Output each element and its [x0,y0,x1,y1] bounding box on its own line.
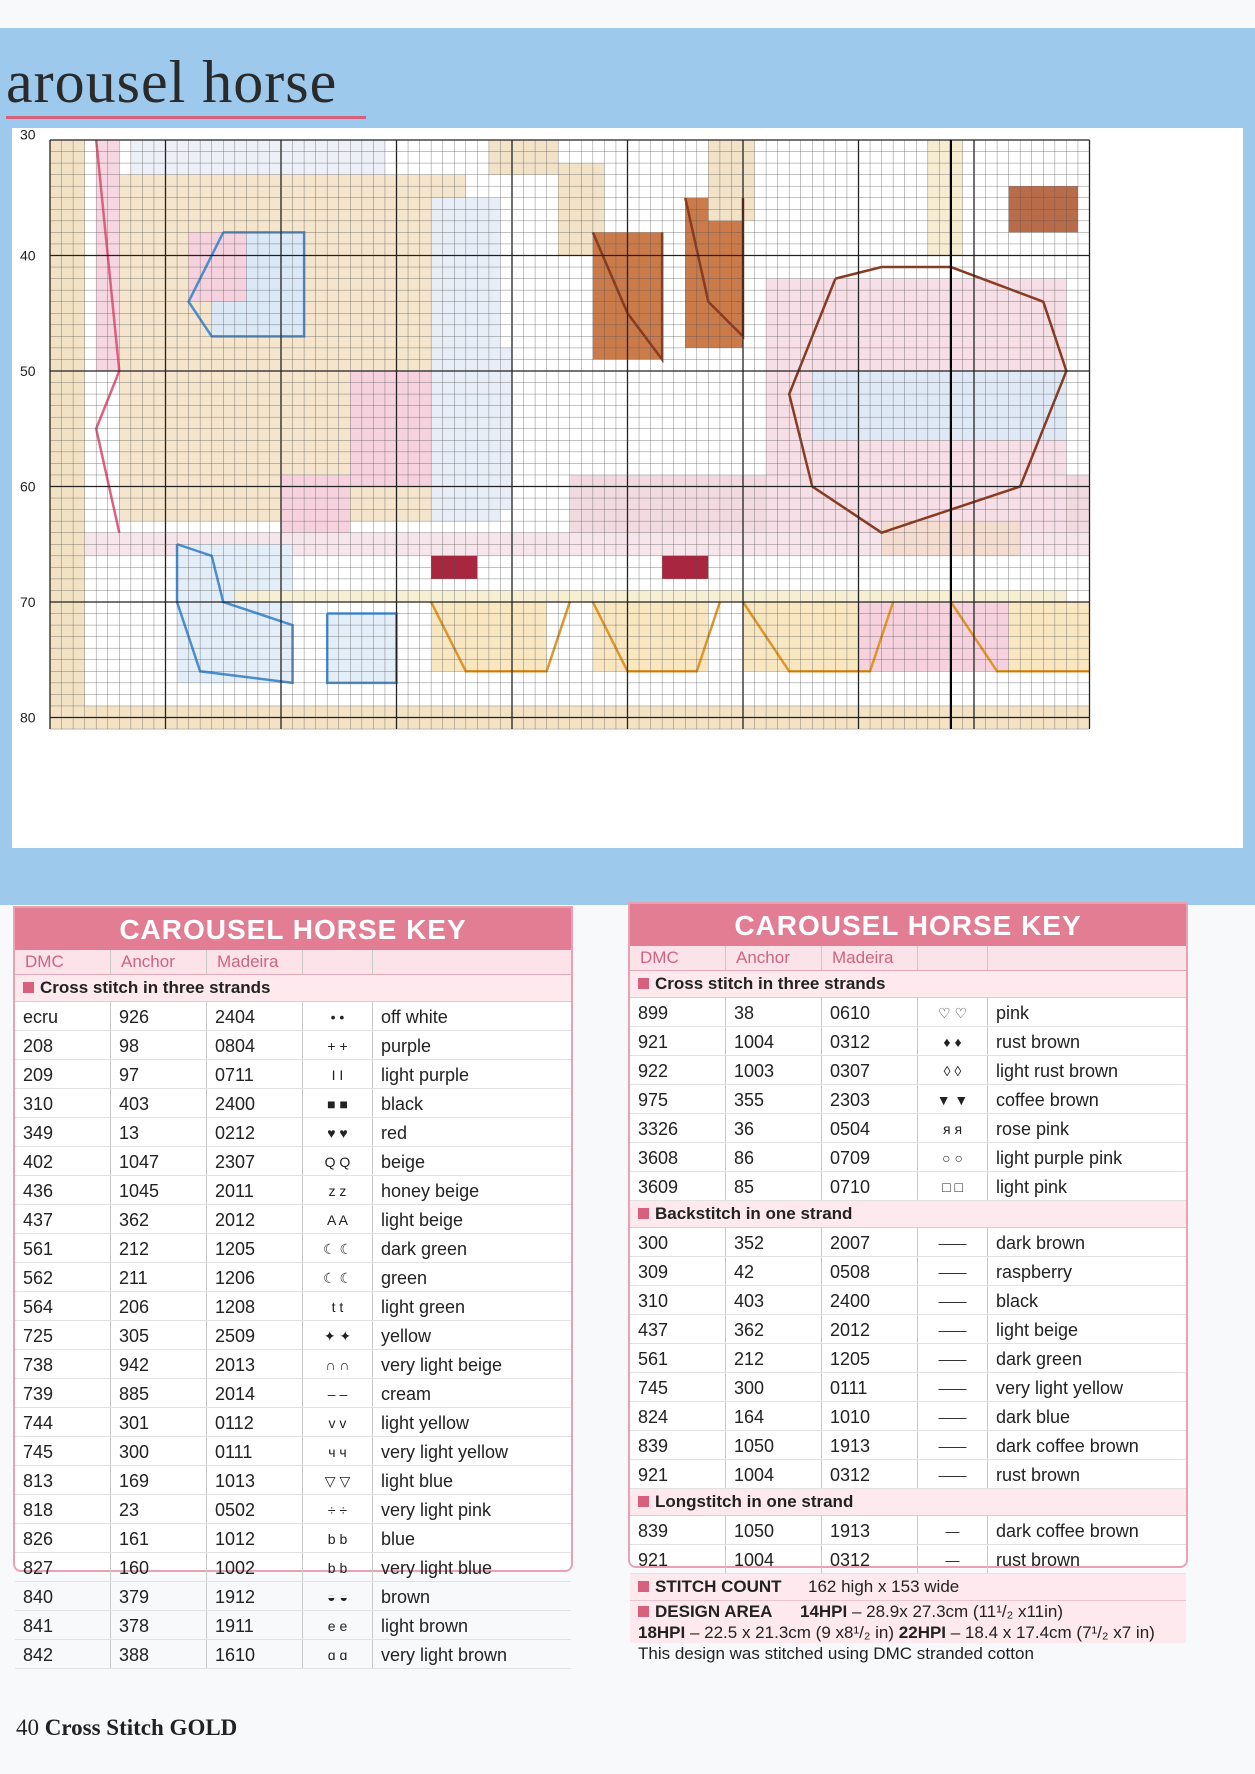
key-cell-dmc: 402 [15,1147,111,1175]
key-cell-anchor: 212 [726,1344,822,1372]
key-row [15,1147,571,1176]
key-cell-sym: t t [303,1292,373,1320]
key-cell-madeira: 1013 [207,1466,303,1494]
key-cell-name: light blue [381,1471,454,1491]
title-area [0,28,1255,124]
key-row [630,1114,1186,1143]
key-cell-dmc: 842 [15,1640,111,1668]
key-row [630,1172,1186,1201]
row-label: 60 [20,478,36,495]
row-label: 30 [20,128,36,143]
page-footer: 40 Cross Stitch GOLD [16,1715,238,1740]
right-key-rows-cross [630,998,1186,1201]
key-cell-dmc: 739 [15,1379,111,1407]
key-cell-name: brown [381,1587,431,1607]
key-cell-anchor: 885 [111,1379,207,1407]
key-cell-anchor: 42 [726,1257,822,1285]
key-cell-sym: b b [303,1553,373,1581]
key-row [15,1379,571,1408]
key-cell-name: very light yellow [996,1378,1124,1398]
key-cell-dmc: 839 [630,1431,726,1459]
key-row [15,1495,571,1524]
row-label: 40 [20,247,36,264]
col-symbol [918,946,988,970]
key-cell-sym: b b [303,1524,373,1552]
key-cell-anchor: 1003 [726,1056,822,1084]
key-row [630,998,1186,1027]
key-cell-anchor: 1047 [111,1147,207,1175]
key-cell-dmc: 922 [630,1056,726,1084]
key-cell-anchor: 86 [726,1143,822,1171]
key-cell-sym: ÷ ÷ [303,1495,373,1523]
key-cell-sym: ∩ ∩ [303,1350,373,1378]
key-row [630,1085,1186,1114]
key-cell-anchor: 13 [111,1118,207,1146]
key-cell-anchor: 305 [111,1321,207,1349]
key-row [15,1437,571,1466]
key-cell-anchor: 942 [111,1350,207,1378]
key-cell-madeira: 2400 [822,1286,918,1314]
col-madeira: Madeira [207,950,303,974]
key-cell-sym: ✦ ✦ [303,1321,373,1349]
chart-row-labels [20,128,36,725]
key-cell-name: black [996,1291,1039,1311]
key-cell-dmc: 437 [15,1205,111,1233]
key-cell-madeira: 1913 [822,1516,918,1544]
key-cell-madeira: 1610 [207,1640,303,1668]
key-row [630,1143,1186,1172]
key-row [15,1089,571,1118]
key-cell-name: very light brown [381,1645,508,1665]
right-key-rows-backstitch [630,1228,1186,1489]
right-key-column-headers [630,946,1186,971]
key-cell-dmc: 744 [15,1408,111,1436]
key-cell-dmc: 725 [15,1321,111,1349]
key-cell-name: rust brown [996,1550,1081,1570]
key-cell-dmc: 562 [15,1263,111,1291]
key-row [15,1466,571,1495]
key-cell-anchor: 388 [111,1640,207,1668]
middle-blue-band [0,848,1255,893]
key-cell-dmc: 209 [15,1060,111,1088]
key-cell-sym: • • [303,1002,373,1030]
key-cell-name: rust brown [996,1465,1081,1485]
right-key-table [628,902,1188,1663]
key-cell-madeira: 2013 [207,1350,303,1378]
design-area-sizes: 18HPI – 22.5 x 21.3cm (9 x8¹/₂ in) 22HPI – 18.4 x 17.4cm (7¹/₂ x7 in) [630,1622,1186,1643]
key-row [15,1176,571,1205]
left-border-band [50,140,85,729]
left-key-title: CAROUSEL HORSE KEY [15,908,571,950]
key-row [15,1350,571,1379]
key-cell-madeira: 1012 [207,1524,303,1552]
key-cell-madeira: 0212 [207,1118,303,1146]
key-cell-sym: – – [303,1379,373,1407]
key-cell-name: dark green [381,1239,468,1259]
key-cell-sym: ♡ ♡ [918,998,988,1026]
key-row [15,1582,571,1611]
key-row [630,1027,1186,1056]
key-cell-dmc: 3608 [630,1143,726,1171]
key-cell-name: yellow [381,1326,432,1346]
key-cell-anchor: 97 [111,1060,207,1088]
key-row [630,1431,1186,1460]
key-row [15,1118,571,1147]
key-cell-dmc: ecru [15,1002,111,1030]
key-cell-anchor: 362 [726,1315,822,1343]
key-row [630,1373,1186,1402]
key-cell-anchor: 362 [111,1205,207,1233]
key-cell-name: light rust brown [996,1061,1119,1081]
right-key-title: CAROUSEL HORSE KEY [630,904,1186,946]
key-row [630,1228,1186,1257]
key-row [15,1002,571,1031]
key-cell-madeira: 0709 [822,1143,918,1171]
key-cell-madeira: 2509 [207,1321,303,1349]
key-cell-dmc: 921 [630,1460,726,1488]
key-cell-sym: ɑ ɑ [303,1640,373,1668]
key-cell-anchor: 38 [726,998,822,1026]
key-cell-dmc: 208 [15,1031,111,1059]
key-cell-anchor: 378 [111,1611,207,1639]
key-row [15,1263,571,1292]
key-cell-madeira: 0312 [822,1027,918,1055]
key-cell-name: dark green [996,1349,1083,1369]
key-cell-name: light green [381,1297,466,1317]
key-row [15,1611,571,1640]
key-cell-sym: —— [918,1373,988,1401]
key-cell-dmc: 840 [15,1582,111,1610]
key-cell-madeira: 2007 [822,1228,918,1256]
key-cell-dmc: 310 [630,1286,726,1314]
key-cell-anchor: 1004 [726,1545,822,1573]
key-row [15,1408,571,1437]
key-row [15,1292,571,1321]
key-cell-madeira: 0504 [822,1114,918,1142]
key-row [15,1553,571,1582]
key-cell-name: dark coffee brown [996,1436,1139,1456]
key-cell-name: light purple pink [996,1148,1123,1168]
key-row [15,1524,571,1553]
key-cell-sym: —— [918,1286,988,1314]
right-section-longstitch: Longstitch in one strand [630,1489,1186,1516]
key-cell-madeira: 0312 [822,1460,918,1488]
key-cell-name: purple [381,1036,432,1056]
row-label: 50 [20,363,36,379]
key-cell-dmc: 921 [630,1027,726,1055]
key-cell-sym: —— [918,1402,988,1430]
key-cell-name: light purple [381,1065,470,1085]
design-note: This design was stitched using DMC stranded cotton [638,1644,1034,1663]
col-madeira: Madeira [822,946,918,970]
key-cell-name: coffee brown [996,1090,1099,1110]
design-area: DESIGN AREA 14HPI – 28.9x 27.3cm (11¹/₂ x11in) [630,1601,1186,1622]
key-cell-madeira: 1205 [207,1234,303,1262]
key-cell-dmc: 436 [15,1176,111,1204]
key-row [15,1234,571,1263]
key-cell-dmc: 437 [630,1315,726,1343]
key-row [630,1516,1186,1545]
key-cell-sym: ♦ ♦ [918,1027,988,1055]
key-cell-madeira: 1206 [207,1263,303,1291]
key-cell-name: beige [381,1152,426,1172]
key-cell-madeira: 0307 [822,1056,918,1084]
key-cell-dmc: 300 [630,1228,726,1256]
key-row [15,1205,571,1234]
key-cell-anchor: 212 [111,1234,207,1262]
key-cell-sym: I I [303,1060,373,1088]
key-row [630,1286,1186,1315]
key-cell-anchor: 301 [111,1408,207,1436]
key-cell-name: off white [381,1007,448,1027]
key-cell-madeira: 0710 [822,1172,918,1200]
key-cell-dmc: 561 [630,1344,726,1372]
key-cell-dmc: 824 [630,1402,726,1430]
key-cell-dmc: 826 [15,1524,111,1552]
key-cell-sym: e e [303,1611,373,1639]
key-cell-name: light pink [996,1177,1068,1197]
left-key-rows [15,1002,571,1669]
key-cell-dmc: 3609 [630,1172,726,1200]
key-cell-anchor: 403 [726,1286,822,1314]
key-cell-name: raspberry [996,1262,1073,1282]
key-cell-madeira: 1911 [207,1611,303,1639]
right-section-cross-stitch: Cross stitch in three strands [630,971,1186,998]
key-cell-anchor: 211 [111,1263,207,1291]
key-cell-madeira: 0111 [207,1437,303,1465]
key-cell-madeira: 2014 [207,1379,303,1407]
key-cell-sym: ▼ ▼ [918,1085,988,1113]
key-cell-name: dark blue [996,1407,1071,1427]
key-cell-sym: ☾ ☾ [303,1263,373,1291]
key-cell-sym: — [918,1545,988,1573]
key-cell-name: very light yellow [381,1442,509,1462]
key-cell-anchor: 300 [111,1437,207,1465]
key-cell-name: very light pink [381,1500,492,1520]
key-cell-madeira: 0111 [822,1373,918,1401]
key-cell-madeira: 0312 [822,1545,918,1573]
key-cell-name: blue [381,1529,416,1549]
key-row [630,1257,1186,1286]
key-cell-sym: —— [918,1460,988,1488]
cross-stitch-chart [12,128,1243,848]
key-cell-sym: —— [918,1344,988,1372]
key-cell-sym: ■ ■ [303,1089,373,1117]
key-cell-madeira: 0502 [207,1495,303,1523]
key-cell-anchor: 206 [111,1292,207,1320]
key-cell-dmc: 745 [630,1373,726,1401]
key-cell-dmc: 839 [630,1516,726,1544]
key-cell-anchor: 926 [111,1002,207,1030]
key-cell-madeira: 2011 [207,1176,303,1204]
key-cell-sym: ◒ ◒ [303,1582,373,1610]
col-symbol [303,950,373,974]
col-anchor: Anchor [111,950,207,974]
key-cell-sym: A A [303,1205,373,1233]
key-cell-anchor: 379 [111,1582,207,1610]
key-cell-dmc: 818 [15,1495,111,1523]
key-cell-dmc: 827 [15,1553,111,1581]
key-cell-dmc: 813 [15,1466,111,1494]
key-cell-anchor: 300 [726,1373,822,1401]
key-row [630,1315,1186,1344]
key-cell-sym: ♥ ♥ [303,1118,373,1146]
key-cell-anchor: 161 [111,1524,207,1552]
key-cell-name: pink [996,1003,1030,1023]
page-title: arousel horse [6,49,338,115]
key-cell-anchor: 23 [111,1495,207,1523]
key-cell-anchor: 403 [111,1089,207,1117]
key-row [15,1321,571,1350]
key-cell-sym: z z [303,1176,373,1204]
key-cell-anchor: 1050 [726,1516,822,1544]
key-cell-madeira: 1002 [207,1553,303,1581]
key-cell-name: rust brown [996,1032,1081,1052]
key-cell-madeira: 1205 [822,1344,918,1372]
key-cell-madeira: 2400 [207,1089,303,1117]
key-cell-sym: ▽ ▽ [303,1466,373,1494]
key-cell-name: light brown [381,1616,469,1636]
right-key-rows-longstitch [630,1516,1186,1574]
key-cell-madeira: 0112 [207,1408,303,1436]
key-cell-sym: + + [303,1031,373,1059]
key-cell-madeira: 0508 [822,1257,918,1285]
key-cell-dmc: 921 [630,1545,726,1573]
key-cell-name: dark brown [996,1233,1086,1253]
key-cell-anchor: 36 [726,1114,822,1142]
key-cell-name: light yellow [381,1413,470,1433]
key-cell-madeira: 2404 [207,1002,303,1030]
key-cell-name: cream [381,1384,432,1404]
key-cell-sym: ○ ○ [918,1143,988,1171]
chart-grid [12,128,1243,848]
stitch-count: STITCH COUNT 162 high x 153 wide [630,1574,1186,1601]
key-cell-dmc: 738 [15,1350,111,1378]
col-dmc: DMC [630,946,726,970]
key-row [630,1402,1186,1431]
key-cell-sym: Q Q [303,1147,373,1175]
key-cell-anchor: 164 [726,1402,822,1430]
key-cell-dmc: 3326 [630,1114,726,1142]
key-cell-dmc: 564 [15,1292,111,1320]
key-cell-anchor: 1050 [726,1431,822,1459]
key-cell-anchor: 98 [111,1031,207,1059]
key-cell-sym: ◊ ◊ [918,1056,988,1084]
key-cell-dmc: 745 [15,1437,111,1465]
key-cell-madeira: 1913 [822,1431,918,1459]
key-cell-name: light beige [381,1210,464,1230]
key-cell-madeira: 2303 [822,1085,918,1113]
key-cell-sym: я я [918,1114,988,1142]
key-cell-dmc: 309 [630,1257,726,1285]
key-cell-sym: ч ч [303,1437,373,1465]
key-row [15,1060,571,1089]
key-cell-dmc: 561 [15,1234,111,1262]
left-key-table [13,906,573,1665]
key-cell-anchor: 169 [111,1466,207,1494]
key-cell-name: black [381,1094,424,1114]
key-cell-name: honey beige [381,1181,480,1201]
key-cell-sym: — [918,1516,988,1544]
key-cell-sym: ☾ ☾ [303,1234,373,1262]
key-cell-name: very light blue [381,1558,493,1578]
key-cell-madeira: 1010 [822,1402,918,1430]
key-cell-name: light beige [996,1320,1079,1340]
key-cell-anchor: 85 [726,1172,822,1200]
key-cell-name: dark coffee brown [996,1521,1139,1541]
col-name [373,950,569,974]
key-cell-dmc: 310 [15,1089,111,1117]
key-row [630,1545,1186,1574]
key-cell-madeira: 0711 [207,1060,303,1088]
key-cell-anchor: 1004 [726,1460,822,1488]
key-cell-madeira: 2307 [207,1147,303,1175]
key-cell-madeira: 2012 [822,1315,918,1343]
key-cell-anchor: 1004 [726,1027,822,1055]
key-cell-madeira: 1208 [207,1292,303,1320]
key-cell-name: rose pink [996,1119,1070,1139]
key-cell-sym: —— [918,1315,988,1343]
key-cell-madeira: 0804 [207,1031,303,1059]
key-cell-anchor: 355 [726,1085,822,1113]
key-cell-name: green [381,1268,428,1288]
key-cell-madeira: 0610 [822,998,918,1026]
key-cell-sym: —— [918,1228,988,1256]
left-section-cross-stitch: Cross stitch in three strands [15,975,571,1002]
key-cell-madeira: 2012 [207,1205,303,1233]
key-cell-sym: □ □ [918,1172,988,1200]
col-dmc: DMC [15,950,111,974]
right-section-backstitch: Backstitch in one strand [630,1201,1186,1228]
left-key-column-headers [15,950,571,975]
key-cell-anchor: 352 [726,1228,822,1256]
key-row [630,1460,1186,1489]
key-row [15,1640,571,1669]
key-cell-sym: —— [918,1431,988,1459]
key-cell-dmc: 899 [630,998,726,1026]
key-row [630,1056,1186,1085]
title-underline [6,116,366,119]
row-label: 70 [20,594,36,610]
key-cell-dmc: 841 [15,1611,111,1639]
key-row [15,1031,571,1060]
key-cell-name: red [381,1123,408,1143]
key-cell-anchor: 1045 [111,1176,207,1204]
row-label: 80 [20,709,36,726]
key-cell-dmc: 349 [15,1118,111,1146]
key-cell-dmc: 975 [630,1085,726,1113]
col-anchor: Anchor [726,946,822,970]
key-cell-sym: —— [918,1257,988,1285]
top-margin [0,0,1255,28]
col-name [988,946,1184,970]
key-cell-name: very light beige [381,1355,503,1375]
key-row [630,1344,1186,1373]
key-cell-anchor: 160 [111,1553,207,1581]
key-cell-sym: v v [303,1408,373,1436]
key-cell-madeira: 1912 [207,1582,303,1610]
